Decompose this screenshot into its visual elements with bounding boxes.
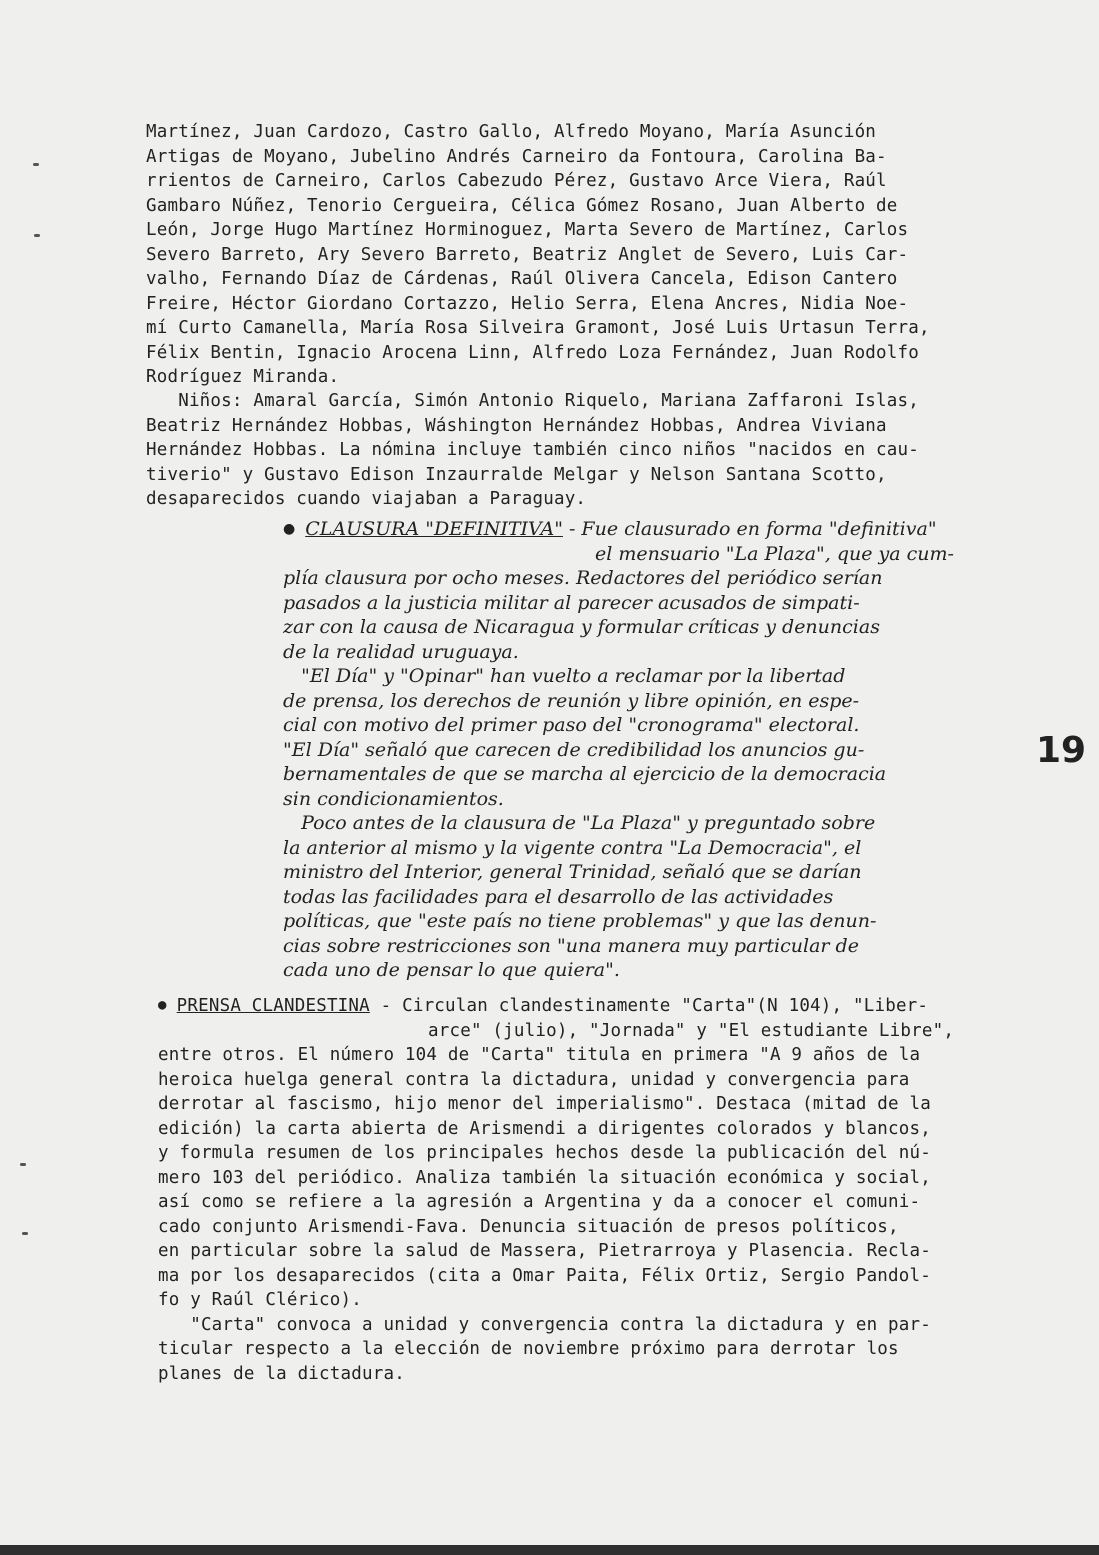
text-line: plía clausura por ocho meses. Redactores del periódico serían	[283, 567, 883, 589]
names-paragraph	[146, 120, 930, 390]
text-line: "El Día" y "Opinar" han vuelto a reclamar por la libertad	[283, 665, 846, 687]
ninos-paragraph	[146, 389, 919, 512]
text-line: desaparecidos cuando viajaban a Paraguay.	[146, 489, 587, 509]
text-line: mero 103 del periódico. Analiza también la situación económica y social,	[158, 1167, 931, 1188]
bullet-icon: ●	[283, 521, 296, 537]
text-line: derrotar al fascismo, hijo menor del imperialismo". Destaca (mitad de la	[158, 1094, 931, 1114]
text-line: valho, Fernando Díaz de Cárdenas, Raúl Olivera Cancela, Edison Cantero	[146, 269, 898, 289]
text-line: bernamentales de que se marcha al ejercicio de la democracia	[283, 763, 887, 785]
text-line: el mensuario "La Plaza", que ya cum-	[595, 542, 954, 565]
text-line: Martínez, Juan Cardozo, Castro Gallo, Alfredo Moyano, María Asunción	[146, 122, 877, 142]
scan-speck	[22, 1232, 28, 1235]
text-line: Niños: Amaral García, Simón Antonio Riquelo, Mariana Zaffaroni Islas,	[146, 391, 919, 411]
prensa-heading: PRENSA CLANDESTINA	[176, 996, 370, 1016]
text-line: León, Jorge Hugo Martínez Horminoguez, Marta Severo de Martínez, Carlos	[146, 220, 909, 240]
text-line: edición) la carta abierta de Arismendi a dirigentes colorados y blancos,	[158, 1118, 931, 1139]
text-line: Hernández Hobbas. La nómina incluye también cinco niños "nacidos en cau-	[146, 440, 919, 460]
text-line: cada uno de pensar lo que quiera".	[283, 959, 620, 981]
text-line: ticular respecto a la elección de noviembre próximo para derrotar los	[158, 1339, 899, 1359]
prensa-body	[158, 1019, 954, 1387]
text-line: cial con motivo del primer paso del "cronograma" electoral.	[283, 714, 860, 736]
text-line: fo y Raúl Clérico).	[158, 1290, 362, 1310]
text-line: zar con la causa de Nicaragua y formular críticas y denuncias	[283, 616, 880, 638]
scan-speck	[34, 234, 40, 237]
text-line: "El Día" señaló que carecen de credibilidad los anuncios gu-	[283, 738, 865, 761]
clausura-first-line-text: - Fue clausurado en forma "definitiva"	[562, 518, 937, 540]
prensa-first-line	[158, 993, 954, 1019]
text-line: Artigas de Moyano, Jubelino Andrés Carneiro da Fontoura, Carolina Ba-	[146, 146, 887, 167]
clausura-section	[283, 517, 954, 983]
text-line: arce" (julio), "Jornada" y "El estudiante Libre",	[428, 1020, 955, 1041]
text-line: de la realidad uruguaya.	[283, 640, 519, 663]
text-line: planes de la dictadura.	[158, 1363, 405, 1384]
clausura-first-line	[283, 517, 954, 542]
text-line: Freire, Héctor Giordano Cortazzo, Helio Serra, Elena Ancres, Nidia Noe-	[146, 293, 909, 314]
text-line: Félix Bentin, Ignacio Arocena Linn, Alfredo Loza Fernández, Juan Rodolfo	[146, 342, 919, 363]
text-line: pasados a la justicia militar al parecer acusados de simpati-	[283, 591, 860, 614]
text-line: ma por los desaparecidos (cita a Omar Paita, Félix Ortiz, Sergio Pandol-	[158, 1265, 931, 1286]
text-line: rrientos de Carneiro, Carlos Cabezudo Pérez, Gustavo Arce Viera, Raúl	[146, 171, 887, 191]
clausura-heading: CLAUSURA "DEFINITIVA"	[305, 518, 563, 540]
scan-speck	[33, 163, 39, 166]
text-line: políticas, que "este país no tiene problemas" y que las denun-	[283, 910, 877, 932]
text-line: así como se refiere a la agresión a Argentina y da a conocer el comuni-	[158, 1192, 921, 1212]
text-line: Gambaro Núñez, Tenorio Cergueira, Célica Gómez Rosano, Juan Alberto de	[146, 195, 898, 216]
text-line: cias sobre restricciones son "una manera muy particular de	[283, 934, 859, 957]
text-line: entre otros. El número 104 de "Carta" titula en primera "A 9 años de la	[158, 1045, 921, 1065]
prensa-first-line-text: - Circulan clandestinamente "Carta"(N 104), "Liber-	[369, 996, 929, 1016]
text-line: tiverio" y Gustavo Edison Inzaurralde Melgar y Nelson Santana Scotto,	[146, 464, 887, 485]
text-line: de prensa, los derechos de reunión y libre opinión, en espe-	[283, 689, 860, 712]
scan-bottom-edge	[0, 1545, 1099, 1555]
text-line: sin condicionamientos.	[283, 787, 504, 810]
text-line: Beatriz Hernández Hobbas, Wáshington Hernández Hobbas, Andrea Viviana	[146, 415, 887, 436]
text-line: todas las facilidades para el desarrollo de las actividades	[283, 885, 834, 908]
text-line: y formula resumen de los principales hechos desde la publicación del nú-	[158, 1143, 931, 1163]
text-line: "Carta" convoca a unidad y convergencia contra la dictadura y en par-	[158, 1314, 931, 1335]
text-line: mí Curto Camanella, María Rosa Silveira Gramont, José Luis Urtasun Terra,	[146, 318, 930, 338]
text-line: Severo Barreto, Ary Severo Barreto, Beatriz Anglet de Severo, Luis Car-	[146, 244, 909, 265]
text-line: ministro del Interior, general Trinidad, señaló que se darían	[283, 861, 862, 883]
prensa-section	[158, 993, 954, 1386]
text-line: la anterior al mismo y la vigente contra "La Democracia", el	[283, 836, 862, 859]
text-line: cado conjunto Arismendi-Fava. Denuncia situación de presos políticos,	[158, 1216, 899, 1237]
text-line: heroica huelga general contra la dictadura, unidad y convergencia para	[158, 1069, 910, 1090]
text-line: en particular sobre la salud de Massera, Pietrarroya y Plasencia. Recla-	[158, 1241, 931, 1261]
clausura-body	[283, 542, 954, 983]
text-line: Rodríguez Miranda.	[146, 367, 340, 387]
scan-speck	[20, 1163, 26, 1166]
bullet-icon: ●	[158, 997, 167, 1013]
text-line: Poco antes de la clausura de "La Plaza" y preguntado sobre	[283, 812, 876, 834]
page-number: 19	[1036, 730, 1087, 771]
